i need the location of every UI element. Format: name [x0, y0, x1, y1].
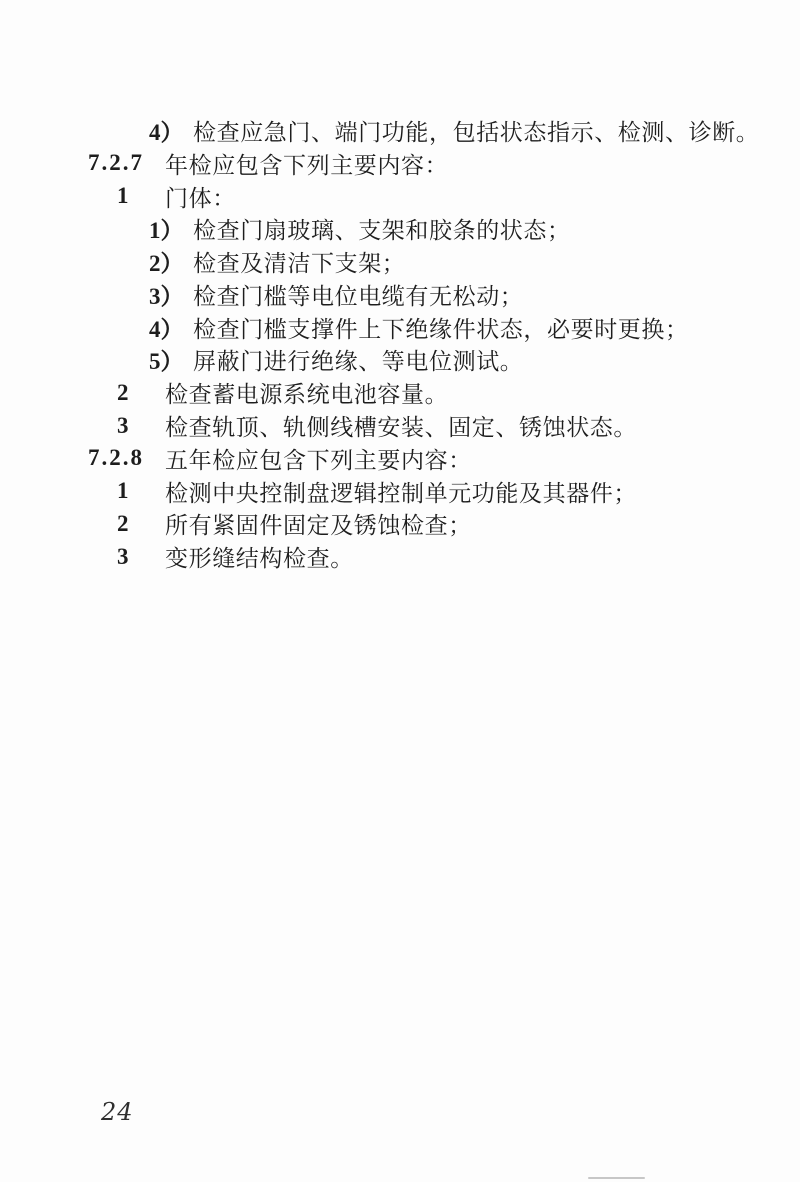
item-line — [0, 508, 800, 541]
item-text: 所有紧固件固定及锈蚀检查； — [165, 513, 472, 539]
clause-heading-7-2-7 — [0, 147, 800, 180]
subitem-line — [0, 311, 800, 344]
subitem-text: 检查门槛等电位电缆有无松动； — [193, 283, 524, 309]
subitem-text: 检查及清洁下支架； — [193, 251, 406, 277]
item-number: 3 — [117, 412, 129, 438]
subitem-text: 检查门扇玻璃、支架和胶条的状态； — [193, 218, 571, 244]
subitem-line — [0, 344, 800, 377]
item-line — [0, 180, 800, 213]
item-number: 1 — [117, 478, 129, 504]
subitem-number: 2） — [149, 251, 184, 277]
scan-artifact-line — [588, 1177, 645, 1179]
subitem-line — [0, 114, 800, 147]
item-number: 3 — [117, 543, 129, 569]
subitem-text: 屏蔽门进行绝缘、等电位测试。 — [193, 349, 524, 375]
subitem-number: 1） — [149, 218, 184, 244]
item-text: 检查蓄电源系统电池容量。 — [165, 382, 449, 408]
subitem-text: 检查应急门、端门功能，包括状态指示、检测、诊断。 — [193, 119, 760, 145]
subitem-line — [0, 212, 800, 245]
item-number: 2 — [117, 379, 129, 405]
item-line — [0, 409, 800, 442]
item-line — [0, 376, 800, 409]
subitem-line — [0, 245, 800, 278]
item-number: 2 — [117, 510, 129, 536]
subitem-number: 4） — [149, 119, 184, 145]
subitem-number: 4） — [149, 316, 184, 342]
clause-number: 7.2.8 — [88, 445, 144, 471]
item-text: 变形缝结构检查。 — [165, 546, 354, 572]
clause-text: 五年检应包含下列主要内容： — [165, 447, 472, 473]
item-line — [0, 540, 800, 573]
clause-number: 7.2.7 — [88, 150, 144, 176]
item-number: 1 — [117, 182, 129, 208]
page-number: 24 — [101, 1098, 134, 1126]
item-text: 门体： — [165, 185, 236, 211]
subitem-number: 3） — [149, 283, 184, 309]
subitem-text: 检查门槛支撑件上下绝缘件状态，必要时更换； — [193, 316, 689, 342]
subitem-line — [0, 278, 800, 311]
item-text: 检查轨顶、轨侧线槽安装、固定、锈蚀状态。 — [165, 415, 637, 441]
item-text: 检测中央控制盘逻辑控制单元功能及其器件； — [165, 480, 637, 506]
item-line — [0, 475, 800, 508]
subitem-number: 5） — [149, 349, 184, 375]
clause-heading-7-2-8 — [0, 442, 800, 475]
clause-text: 年检应包含下列主要内容： — [165, 152, 449, 178]
clause-text-block — [0, 114, 800, 573]
